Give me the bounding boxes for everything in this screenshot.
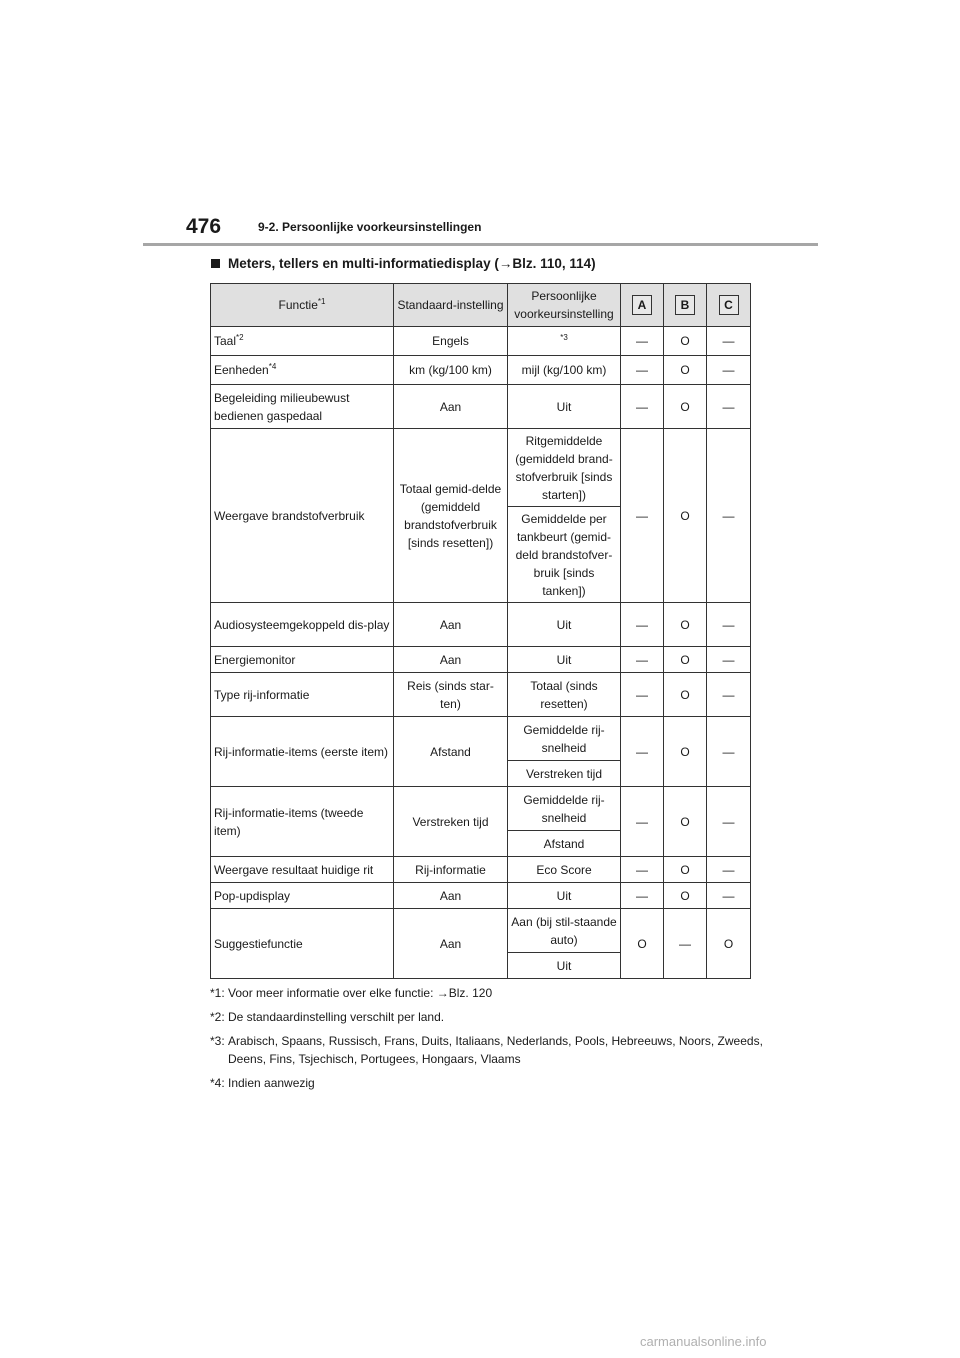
footnote: *3: Arabisch, Spaans, Russisch, Frans, Duits, Italiaans, Nederlands, Pools, Hebreeuws, Noors, Zweeds, Deens, Fins, Tsjechisch, Portugees, Hongaars, Vlaams [210, 1034, 763, 1066]
table-row [211, 857, 751, 883]
cell-c: — [707, 883, 751, 909]
cell-default: km (kg/100 km) [394, 356, 508, 385]
cell-default: Aan [394, 603, 508, 647]
cell-custom: Uit [508, 385, 621, 429]
cell-function: Type rij-informatie [211, 673, 394, 717]
subheading [211, 256, 596, 271]
badge-b: B [675, 295, 695, 315]
cell-b: O [664, 647, 707, 673]
table-row [211, 327, 751, 356]
cell-custom: mijl (kg/100 km) [508, 356, 621, 385]
cell-custom: Eco Score [508, 857, 621, 883]
footnote: *1: Voor meer informatie over elke functie: →Blz. 120 [210, 986, 493, 1000]
cell-b: O [664, 673, 707, 717]
table-row [211, 909, 751, 953]
cell-custom: Gemiddelde per tankbeurt (gemid-deld brandstofver-bruik [sinds tanken]) [508, 507, 621, 603]
cell-c: — [707, 603, 751, 647]
cell-custom: *3 [508, 327, 621, 356]
cell-c: — [707, 429, 751, 603]
cell-custom: Uit [508, 953, 621, 979]
cell-a: — [621, 787, 664, 857]
badge-c: C [719, 295, 739, 315]
cell-function: Rij-informatie-items (eerste item) [211, 717, 394, 787]
cell-c: — [707, 327, 751, 356]
header-c [707, 284, 751, 327]
cell-custom: Totaal (sinds resetten) [508, 673, 621, 717]
cell-c: O [707, 909, 751, 979]
cell-c: — [707, 787, 751, 857]
cell-c: — [707, 647, 751, 673]
cell-custom: Aan (bij stil-staande auto) [508, 909, 621, 953]
header-functie: Functie$^{*1}$ [211, 284, 394, 327]
table-header-row [211, 284, 751, 327]
cell-default: Engels [394, 327, 508, 356]
cell-c: — [707, 717, 751, 787]
header-b [664, 284, 707, 327]
cell-b: O [664, 356, 707, 385]
section-title: 9-2. Persoonlijke voorkeursinstellingen [258, 220, 482, 234]
cell-function: Eenheden$^{*4}$ [211, 356, 394, 385]
cell-a: — [621, 717, 664, 787]
square-bullet-icon [211, 259, 220, 268]
cell-b: O [664, 717, 707, 787]
footnotes [210, 984, 770, 1098]
cell-custom: Afstand [508, 831, 621, 857]
cell-custom: Uit [508, 647, 621, 673]
subheading-text: Meters, tellers en multi-informatiedisplay (→Blz. 110, 114) [228, 256, 596, 271]
cell-function: Rij-informatie-items (tweede item) [211, 787, 394, 857]
cell-a: O [621, 909, 664, 979]
cell-default: Aan [394, 385, 508, 429]
table-row [211, 647, 751, 673]
cell-a: — [621, 673, 664, 717]
cell-function: Pop-updisplay [211, 883, 394, 909]
cell-a: — [621, 857, 664, 883]
cell-b: O [664, 883, 707, 909]
table-row [211, 673, 751, 717]
table-row [211, 603, 751, 647]
header-standaard: Standaard-instelling [394, 284, 508, 327]
cell-c: — [707, 385, 751, 429]
cell-a: — [621, 603, 664, 647]
cell-b: O [664, 327, 707, 356]
cell-a: — [621, 883, 664, 909]
cell-b: O [664, 787, 707, 857]
cell-custom: Ritgemiddelde (gemiddeld brand-stofverbruik [sinds starten]) [508, 429, 621, 507]
cell-default: Aan [394, 883, 508, 909]
cell-a: — [621, 385, 664, 429]
cell-default: Reis (sinds star-ten) [394, 673, 508, 717]
header-a [621, 284, 664, 327]
cell-function: Audiosysteemgekoppeld dis-play [211, 603, 394, 647]
watermark: carmanualsonline.info [640, 1334, 767, 1349]
table-row [211, 356, 751, 385]
cell-a: — [621, 356, 664, 385]
header-divider [143, 243, 818, 246]
page-number: 476 [186, 215, 222, 238]
cell-c: — [707, 673, 751, 717]
footnote: *4: Indien aanwezig [210, 1076, 315, 1090]
cell-default: Aan [394, 647, 508, 673]
footnote: *2: De standaardinstelling verschilt per land. [210, 1010, 445, 1024]
cell-default: Verstreken tijd [394, 787, 508, 857]
cell-default: Afstand [394, 717, 508, 787]
cell-b: O [664, 429, 707, 603]
cell-b: — [664, 909, 707, 979]
cell-a: — [621, 327, 664, 356]
cell-function: Weergave brandstofverbruik [211, 429, 394, 603]
cell-custom: Uit [508, 603, 621, 647]
table-row [211, 883, 751, 909]
cell-function: Suggestiefunctie [211, 909, 394, 979]
cell-custom: Gemiddelde rij-snelheid [508, 717, 621, 761]
cell-default: Aan [394, 909, 508, 979]
cell-function: Weergave resultaat huidige rit [211, 857, 394, 883]
cell-b: O [664, 857, 707, 883]
table-row [211, 787, 751, 831]
table-row [211, 717, 751, 761]
table-row [211, 385, 751, 429]
cell-default: Rij-informatie [394, 857, 508, 883]
cell-custom: Verstreken tijd [508, 761, 621, 787]
cell-function: Taal$^{*2}$ [211, 327, 394, 356]
cell-a: — [621, 429, 664, 603]
cell-b: O [664, 603, 707, 647]
cell-function: Energiemonitor [211, 647, 394, 673]
cell-function: Begeleiding milieubewust bedienen gaspedaal [211, 385, 394, 429]
cell-custom: Uit [508, 883, 621, 909]
header-persoonlijk: Persoonlijke voorkeursinstelling [508, 284, 621, 327]
cell-c: — [707, 857, 751, 883]
cell-a: — [621, 647, 664, 673]
cell-b: O [664, 385, 707, 429]
settings-table [210, 283, 751, 979]
cell-c: — [707, 356, 751, 385]
cell-custom: Gemiddelde rij-snelheid [508, 787, 621, 831]
cell-default: Totaal gemid-delde (gemiddeld brandstofverbruik [sinds resetten]) [394, 429, 508, 603]
table-row [211, 429, 751, 507]
badge-a: A [632, 295, 652, 315]
